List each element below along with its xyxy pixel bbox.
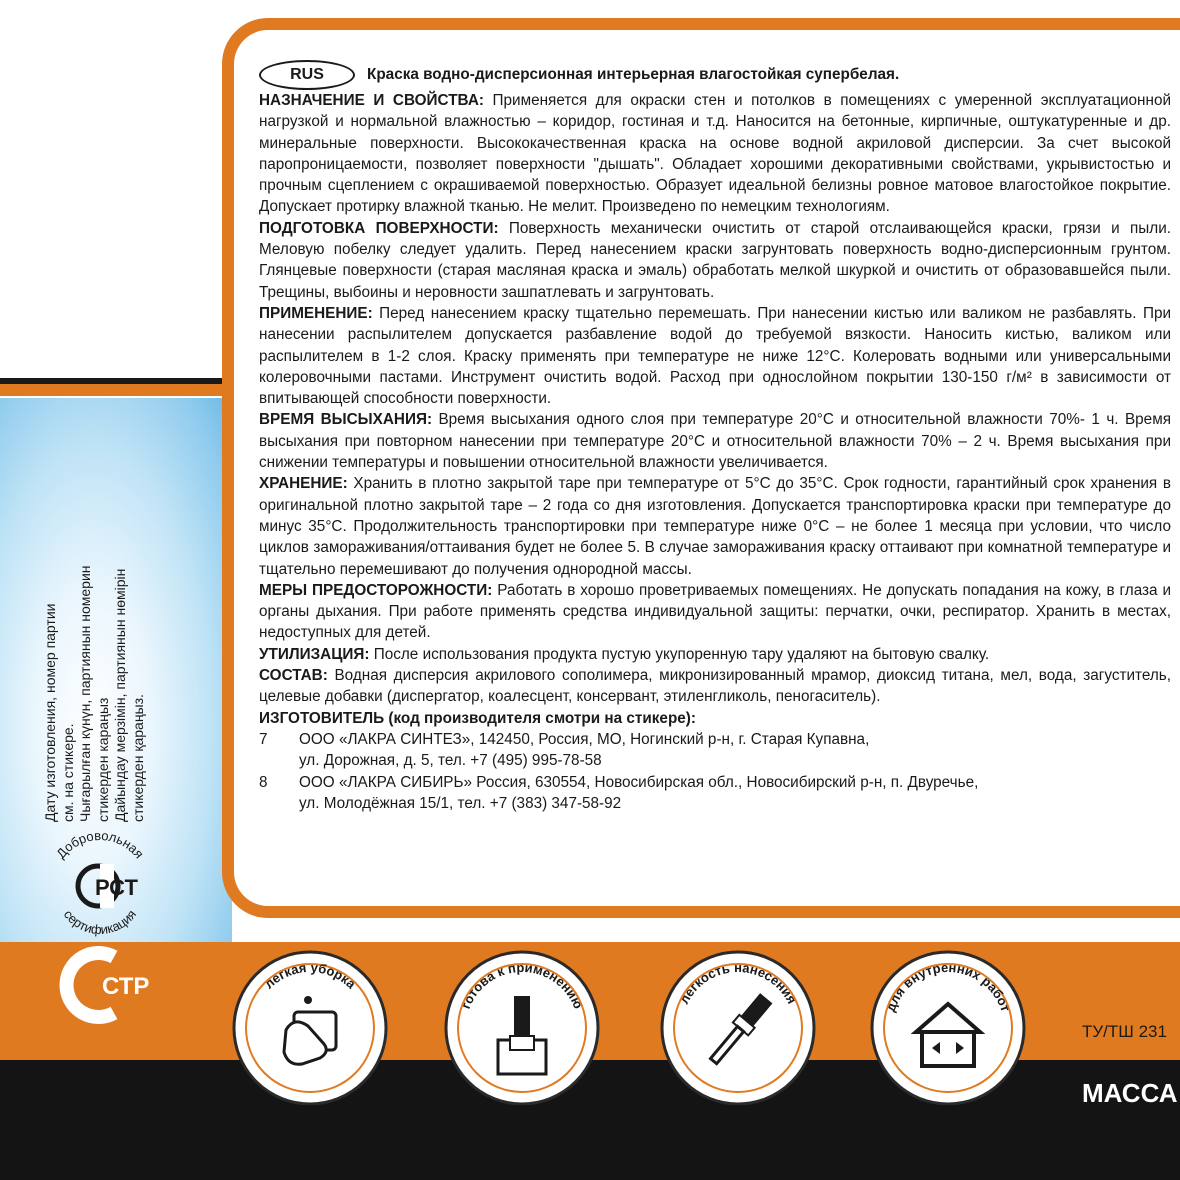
product-title: Краска водно-дисперсионная интерьерная влагостойкая супербелая. — [367, 66, 900, 84]
batch-line: Чығарылған күнүн, партиянын номерин — [77, 565, 93, 822]
instructions-text — [259, 60, 1171, 814]
batch-info-text — [42, 492, 147, 822]
section-heading: НАЗНАЧЕНИЕ И СВОЙСТВА: — [259, 92, 484, 109]
manufacturer-contact: ул. Дорожная, д. 5, тел. +7 (495) 995-78-58 — [299, 752, 602, 770]
badge-label: для внутренних работ — [882, 959, 1014, 1014]
manufacturer-code: 7 — [259, 730, 268, 748]
section-heading: МЕРЫ ПРЕДОСТОРОЖНОСТИ: — [259, 581, 493, 599]
left-orange-stripe — [0, 384, 232, 396]
batch-line: стикерден караңыз — [94, 697, 111, 822]
section-body: Применяется для окраски стен и потолков в помещениях с умеренной эксплуатационной нагрузкой и нормальной влажностью – коридор, гостиная и т.д. Наносится на бетонные, кирпичные, оштукатуренные и др. минеральные поверхности. Высококачественная краска на основе водной акриловой дисперсии. За счет высокой паропроницаемости, позволяет поверхности "дышать". Обладает хорошими декоративными свойствами, укрывистостью и прочным сцеплением с окрашиваемой поверхностью. Образует идеальной белизны ровное матовое влагостойкое покрытие. Допускает протирку влажной тканью. Не мелит. Произведено по немецким технологиям. — [259, 92, 1171, 216]
section-application — [259, 303, 1171, 409]
language-badge: RUS — [259, 60, 355, 90]
easy-cleaning-badge — [228, 940, 393, 1105]
batch-line: см. на стикере. — [59, 723, 76, 822]
svg-text:сертификация — [61, 907, 139, 937]
cert-bottom-label: сертификация — [60, 906, 140, 938]
ctr-logo — [54, 945, 154, 1025]
section-body: Водная дисперсия акрилового сополимера, микронизированный мрамор, диоксид титана, мел, вода, загуститель, целевые добавки (диспергатор, коалесцент, консервант, этиленгликоль, пеногаситель). — [259, 667, 1172, 706]
section-precautions — [259, 580, 1171, 644]
tu-spec-text: ТУ/ТШ 231 — [1082, 1022, 1167, 1041]
section-disposal — [259, 644, 1171, 665]
badge-label: готова к применению — [457, 959, 587, 1011]
manufacturer-address: ООО «ЛАКРА СИБИРЬ» Россия, 630554, Новосибирская обл., Новосибирский р-н, п. Двуречье, — [299, 773, 979, 791]
batch-line: Дайындау мерзімін, партиянын нөмірін — [112, 568, 128, 822]
ready-to-use-badge — [440, 940, 605, 1105]
section-heading: ХРАНЕНИЕ: — [259, 475, 348, 493]
section-storage — [259, 473, 1171, 579]
section-body: Поверхность механически очистить от старой отслаивающейся краски, грязи и пыли. Меловую побелку следует удалить. Перед нанесением краски загрунтовать поверхность водно-дисперсионным грунтом. Глянцевые поверхности (старая масляная краска и эмаль) обработать мелкой шкуркой и очистить от образовавшейся пыли. Трещины, выбоины и неровности зашпатлевать и загрунтовать. — [259, 219, 1172, 301]
batch-line: стикерден қараңыз. — [129, 694, 146, 822]
mass-label: МАССА — [1082, 1078, 1178, 1108]
cert-top-label: Добровольная — [53, 827, 147, 862]
manufacturer-row — [259, 729, 1171, 772]
ctr-mark: СТР — [102, 973, 150, 1000]
section-purpose — [259, 90, 1171, 218]
manufacturer-address: ООО «ЛАКРА СИНТЕЗ», 142450, Россия, МО, Ногинский р-н, г. Старая Купавна, — [299, 730, 870, 748]
badge-label: легкость нанесения — [676, 959, 800, 1007]
manufacturer-code: 8 — [259, 773, 268, 791]
section-body: Работать в хорошо проветриваемых помещениях. Не допускать попадания на кожу, в глаза и органы дыхания. При работе применять средства индивидуальной защиты: перчатки, очки, респиратор. Хранить в местах, недоступных для детей. — [259, 581, 1172, 642]
manufacturer-heading — [259, 708, 1171, 729]
section-preparation — [259, 218, 1171, 303]
section-heading: УТИЛИЗАЦИЯ: — [259, 645, 370, 663]
section-heading: СОСТАВ: — [259, 667, 328, 685]
section-body: После использования продукта пустую укупоренную тару удаляют на бытовую свалку. — [373, 645, 990, 663]
section-heading: ПОДГОТОВКА ПОВЕРХНОСТИ: — [259, 219, 499, 237]
section-heading: ПРИМЕНЕНИЕ: — [259, 304, 373, 322]
manufacturer-row — [259, 772, 1171, 815]
rst-certification-logo — [40, 820, 160, 940]
section-body: Время высыхания одного слоя при температуре 20°С и относительной влажности 70%- 1 ч. Время высыхания при повторном нанесении при температуре 20°С и относительной влажности 70% – 2 ч. Время высыхания при снижении температуры и повышении относительной влажности увеличивается. — [259, 411, 1171, 472]
section-heading: ВРЕМЯ ВЫСЫХАНИЯ: — [259, 411, 433, 429]
interior-works-badge — [866, 940, 1031, 1105]
badge-label: легкая уборка — [261, 959, 359, 992]
svg-text:Добровольная — [53, 828, 147, 861]
section-composition — [259, 665, 1171, 708]
rst-mark: РСТ — [95, 875, 138, 900]
section-body: Хранить в плотно закрытой таре при температуре от 5°С до 35°С. Срок годности, гарантийный срок хранения в оригинальной плотно закрытой таре – 2 года со дня изготовления. Допускается транспортировка краски при температуре до минус 35°С. Продолжительность транспортировки при температуре ниже 0°С – не более 1 месяца при условии, что число циклов замораживания/оттаивания будет не более 5. В случае замораживания краску оттаивают при комнатной температуре и тщательно перемешивают до получения однородной массы. — [259, 475, 1172, 578]
manufacturer-contact: ул. Молодёжная 15/1, тел. +7 (383) 347-58-92 — [299, 794, 622, 812]
batch-line: Дату изготовления, номер партии — [42, 603, 58, 822]
easy-application-badge — [656, 940, 821, 1105]
section-body: Перед нанесением краску тщательно перемешать. При нанесении кистью или валиком не разбавлять. При нанесении распылителем допускается разбавление водой до требуемой вязкости. Наносить кистью, валиком или распылителем в 1-2 слоя. Краску применять при температуре не ниже 12°С. Колеровать водными или универсальными колеровочными пастами. Инструмент очистить водой. Расход при однослойном покрытии 130-150 г/м² в зависимости от впитывающей способности поверхности. — [259, 304, 1171, 408]
section-drying — [259, 409, 1171, 473]
manufacturer-heading-text: ИЗГОТОВИТЕЛЬ (код производителя смотри на стикере): — [259, 709, 696, 727]
